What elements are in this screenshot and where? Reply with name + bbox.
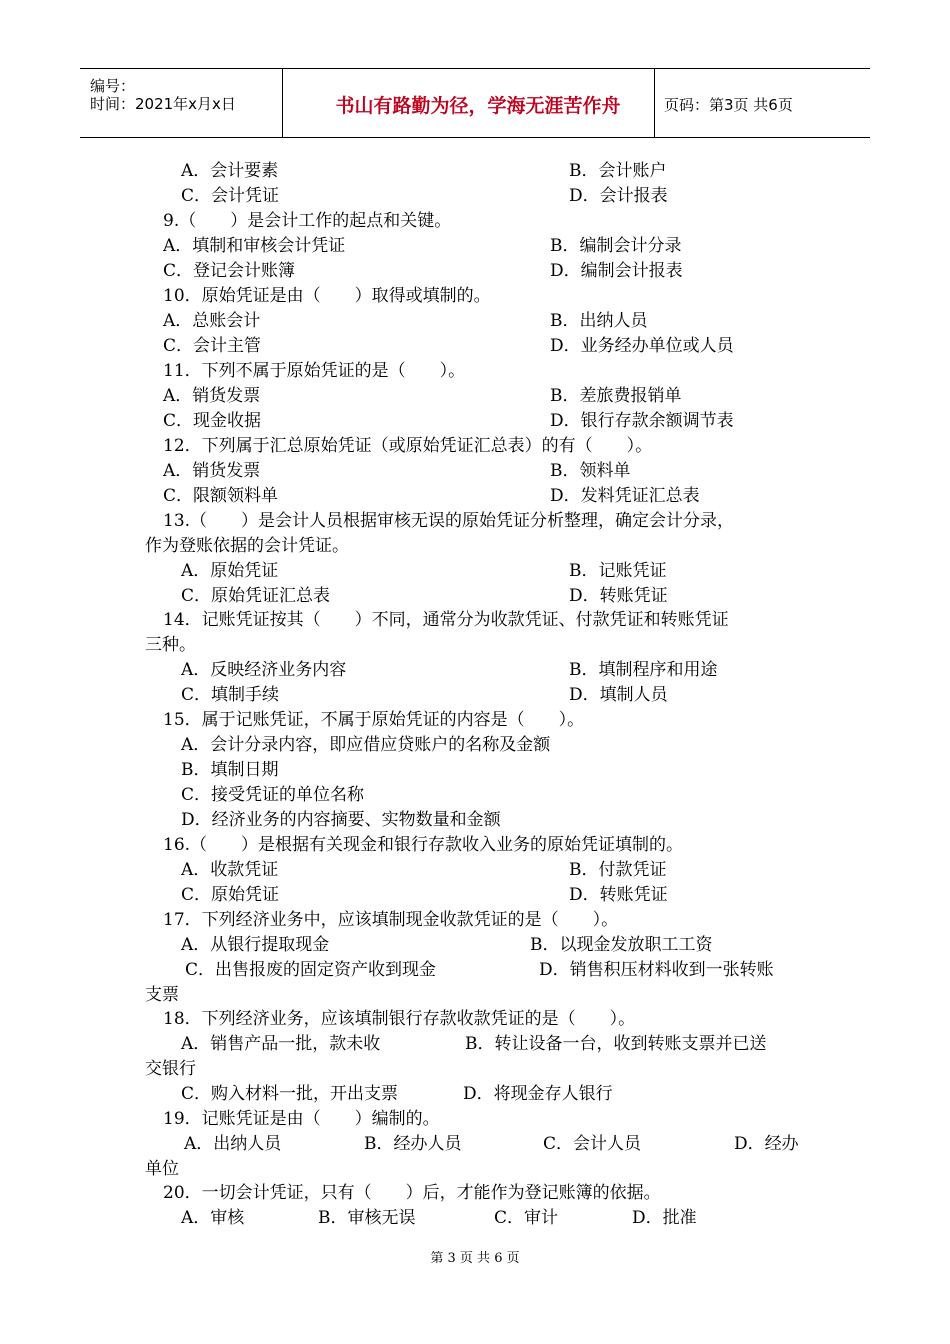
- option-text: B．差旅费报销单: [550, 386, 682, 406]
- option-text: C．登记会计账簿: [163, 261, 296, 281]
- question-text: 15．属于记账凭证，不属于原始凭证的内容是（ ）。: [163, 710, 585, 730]
- option-text: B．填制日期: [181, 760, 279, 780]
- option-text: D．将现金存人银行: [463, 1084, 613, 1104]
- option-text: B．填制程序和用途: [569, 660, 718, 680]
- option-text: D．转账凭证: [569, 586, 668, 606]
- option-text: C．会计主管: [163, 336, 262, 356]
- page-footer: 第 3 页 共 6 页: [430, 1251, 520, 1266]
- header-divider: [654, 69, 655, 137]
- option-text: C．接受凭证的单位名称: [181, 785, 365, 805]
- option-text: B．付款凭证: [569, 860, 667, 880]
- option-text: D．填制人员: [569, 685, 668, 705]
- option-text: B．审核无误: [318, 1208, 416, 1228]
- header-motto: 书山有路勤为径，学海无涯苦作舟: [335, 95, 621, 117]
- option-text: A．销售产品一批，款未收: [181, 1034, 381, 1054]
- question-text: 19．记账凭证是由（ ）编制的。: [163, 1109, 440, 1129]
- option-text: A．从银行提取现金: [181, 935, 330, 955]
- option-text: A．原始凭证: [181, 561, 279, 581]
- option-text: C．会计凭证: [181, 186, 280, 206]
- option-text: D．编制会计报表: [550, 261, 683, 281]
- option-text: A．会计分录内容，即应借应贷账户的名称及金额: [181, 735, 551, 755]
- option-text: B．领料单: [550, 461, 631, 481]
- option-text: A．填制和审核会计凭证: [163, 236, 346, 256]
- question-text: 16.（ ）是根据有关现金和银行存款收入业务的原始凭证填制的。: [163, 835, 684, 855]
- question-text: 17．下列经济业务中，应该填制现金收款凭证的是（ ）。: [163, 910, 619, 930]
- header-divider: [282, 69, 283, 137]
- option-text-continued: 单位: [145, 1159, 179, 1179]
- option-text: D．销售积压材料收到一张转账: [539, 960, 774, 980]
- question-text: 10．原始凭证是由（ ）取得或填制的。: [163, 286, 491, 306]
- question-text: 9.（ ）是会计工作的起点和关键。: [163, 211, 452, 231]
- option-text: C．审计: [494, 1208, 559, 1228]
- question-text: 13.（ ）是会计人员根据审核无误的原始凭证分析整理，确定会计分录，: [163, 511, 735, 531]
- option-text: B．记账凭证: [569, 561, 667, 581]
- question-text-continued: 三种。: [145, 635, 196, 655]
- option-text: C．出售报废的固定资产收到现金: [185, 960, 437, 980]
- question-text: 12．下列属于汇总原始凭证（或原始凭证汇总表）的有（ ）。: [163, 436, 653, 456]
- option-text: C．填制手续: [181, 685, 280, 705]
- question-text: 20．一切会计凭证，只有（ ）后，才能作为登记账簿的依据。: [163, 1183, 661, 1203]
- option-text: C．会计人员: [543, 1134, 642, 1154]
- document-number-label: 编号：: [90, 77, 136, 95]
- option-text: D．转账凭证: [569, 885, 668, 905]
- option-text: A．出纳人员: [184, 1134, 282, 1154]
- option-text: B．经办人员: [364, 1134, 462, 1154]
- header-page-label: 页码：第3页 共6页: [664, 96, 793, 114]
- option-text: D．会计报表: [569, 186, 668, 206]
- option-text: B．编制会计分录: [550, 236, 682, 256]
- option-text: A．销货发票: [163, 386, 261, 406]
- option-text: C．限额领料单: [163, 486, 279, 506]
- option-text: D．银行存款余额调节表: [550, 411, 734, 431]
- option-text-continued: 支票: [145, 985, 179, 1005]
- page-header: [80, 68, 870, 138]
- option-text: C．购入材料一批，开出支票: [181, 1084, 399, 1104]
- question-text-continued: 作为登账依据的会计凭证。: [145, 536, 349, 556]
- option-text: A．反映经济业务内容: [181, 660, 347, 680]
- option-text: A．销货发票: [163, 461, 261, 481]
- option-text: D．发料凭证汇总表: [550, 486, 700, 506]
- option-text: D．批准: [632, 1208, 697, 1228]
- option-text: A．收款凭证: [181, 860, 279, 880]
- option-text: A．审核: [181, 1208, 245, 1228]
- document-date-label: 时间：2021年x月x日: [90, 95, 236, 113]
- question-text: 11．下列不属于原始凭证的是（ ）。: [163, 361, 466, 381]
- option-text: B．转让设备一台，收到转账支票并已送: [465, 1034, 767, 1054]
- option-text: A．总账会计: [163, 311, 261, 331]
- question-text: 14．记账凭证按其（ ）不同，通常分为收款凭证、付款凭证和转账凭证: [163, 610, 729, 630]
- option-text: B．出纳人员: [550, 311, 648, 331]
- option-text: C．原始凭证: [181, 885, 280, 905]
- option-text: C．原始凭证汇总表: [181, 586, 331, 606]
- option-text: D．业务经办单位或人员: [550, 336, 734, 356]
- option-text: D．经办: [734, 1134, 799, 1154]
- option-text: B．会计账户: [569, 161, 667, 181]
- option-text: D．经济业务的内容摘要、实物数量和金额: [181, 810, 501, 830]
- option-text: B．以现金发放职工工资: [530, 935, 713, 955]
- option-text-continued: 交银行: [145, 1059, 196, 1079]
- option-text: C．现金收据: [163, 411, 262, 431]
- question-text: 18．下列经济业务，应该填制银行存款收款凭证的是（ ）。: [163, 1009, 636, 1029]
- option-text: A．会计要素: [181, 161, 279, 181]
